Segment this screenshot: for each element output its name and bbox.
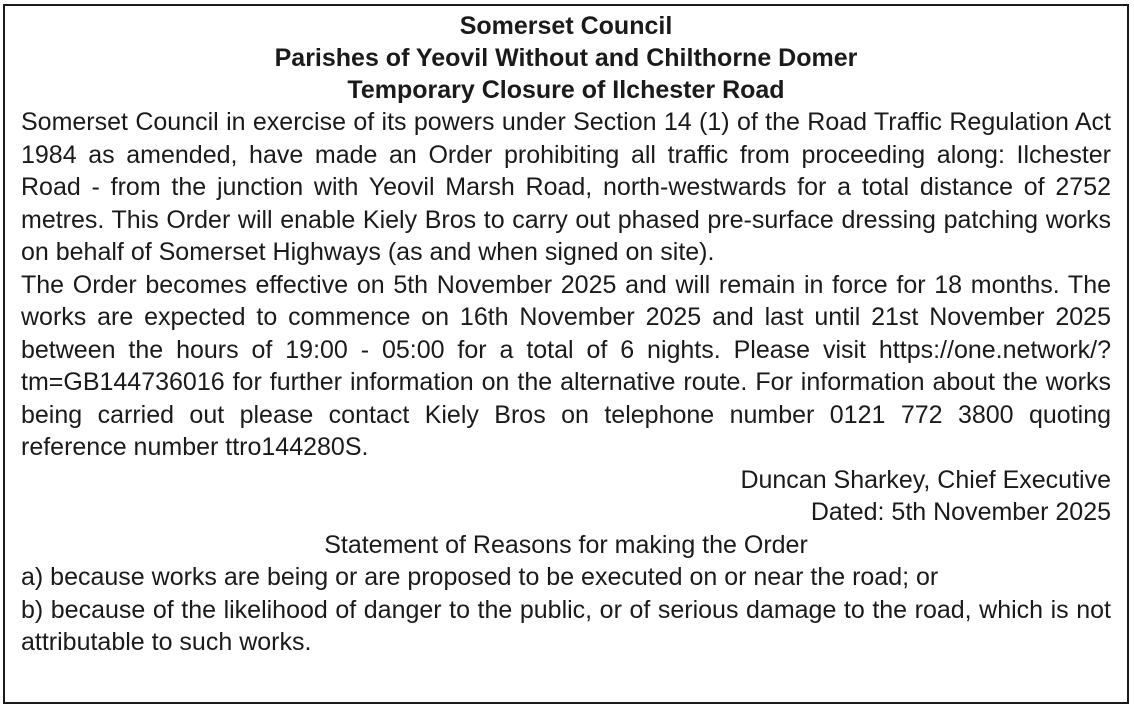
signatory-name: Duncan Sharkey, Chief Executive: [740, 465, 1111, 494]
heading-parishes: Parishes of Yeovil Without and Chilthorne Domer: [274, 44, 858, 72]
order-paragraph: Somerset Council in exercise of its powers under Section 14 (1) of the Road Traffic Regulation Act 1984 as amended, have made an Order prohibiting all traffic from proceeding along: Ilchester Road - from the junction with Yeovil Marsh Road, north-westwards for a total distance of 2752 metres. This Order will enable Kiely Bros to carry out phased pre-surface dressing patching works on behalf of Somerset Highways (as and when signed on site).: [21, 108, 1111, 266]
public-notice: [3, 4, 1129, 704]
heading-council: Somerset Council: [459, 12, 673, 40]
reason-a: a) because works are being or are proposed to be executed on or near the road; or: [21, 563, 939, 591]
reasons-title: Statement of Reasons for making the Order: [324, 530, 808, 559]
heading-closure: Temporary Closure of Ilchester Road: [347, 76, 785, 104]
effective-paragraph: The Order becomes effective on 5th November 2025 and will remain in force for 18 months. The works are expected to commence on 16th November 2025 and last until 21st November 2025 between the hours of 19:00 - 05:00 for a total of 6 nights. Please visit https://one.network/?tm=GB144736016 for further information on the alternative route. For information about the works being carried out please contact Kiely Bros on telephone number 0121 772 3800 quoting reference number ttro144280S.: [21, 270, 1111, 461]
dated-line: Dated: 5th November 2025: [810, 498, 1111, 526]
reason-b: b) because of the likelihood of danger to the public, or of serious damage to the road, which is not attributable to such works.: [21, 595, 1111, 656]
